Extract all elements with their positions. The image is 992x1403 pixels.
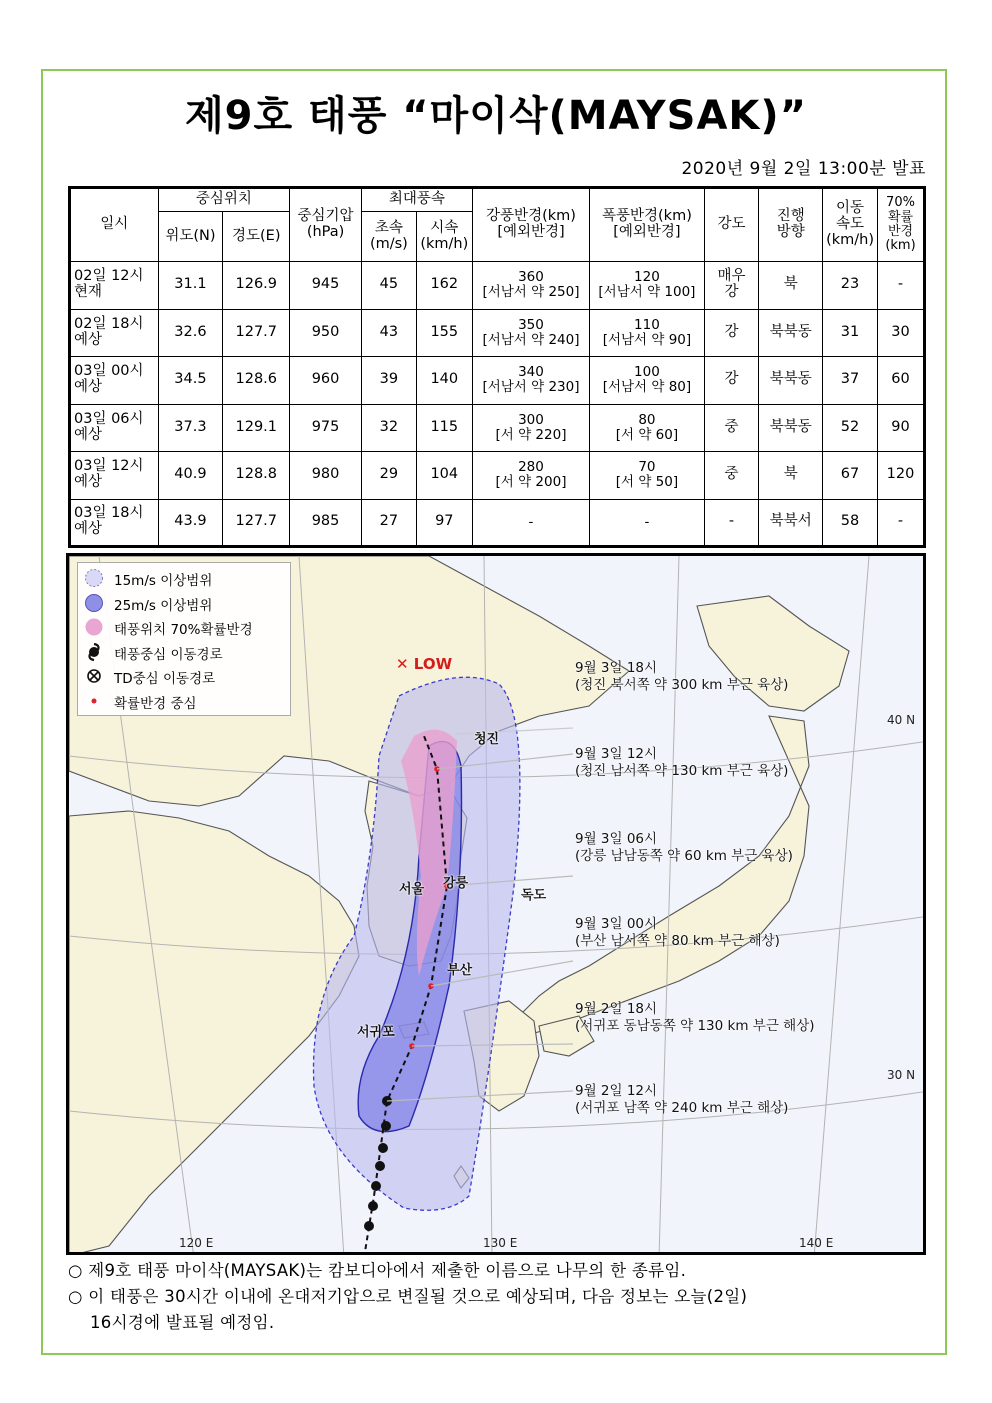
cell-time: 03일 00시 예상 [70, 357, 159, 405]
cell-strong: 300 [서 약 220] [472, 404, 589, 452]
past-position-marker [378, 1143, 388, 1153]
legend-label: 25m/s 이상범위 [114, 597, 213, 614]
cell-strong: 350 [서남서 약 240] [472, 309, 589, 357]
cell-kmh: 140 [416, 357, 472, 405]
track-annotation [575, 746, 788, 780]
cell-kmh: 155 [416, 309, 472, 357]
cell-prob: 120 [878, 452, 925, 500]
cell-intensity: 매우 강 [704, 262, 759, 310]
header-center: 중심위치 [158, 188, 290, 212]
cell-time: 02일 18시 예상 [70, 309, 159, 357]
issued-time: 2020년 9월 2일 13:00분 발표 [681, 159, 926, 179]
cell-speed: 67 [823, 452, 878, 500]
table-row [70, 452, 925, 500]
dark-circle-icon [84, 594, 108, 614]
cell-strong: - [472, 499, 589, 547]
cell-lat: 31.1 [158, 262, 223, 310]
header-intensity: 강도 [704, 188, 759, 262]
typhoon-symbol-icon [84, 643, 108, 663]
table-row [70, 499, 925, 547]
cell-dir: 북 [759, 262, 823, 310]
header-speed: 이동 속도 (km/h) [823, 188, 878, 262]
annotation-location: (서귀포 동남동쪽 약 130 km 부근 해상) [575, 1017, 815, 1034]
header-strong-radius: 강풍반경(km) [예외반경] [472, 188, 589, 262]
cell-prob: - [878, 262, 925, 310]
cell-dir: 북북동 [759, 309, 823, 357]
cell-lat: 34.5 [158, 357, 223, 405]
cell-prob: 90 [878, 404, 925, 452]
light-circle-icon [84, 569, 108, 589]
past-position-marker [364, 1221, 374, 1231]
lon-140-label: 140 E [799, 1236, 834, 1250]
cell-strong: 280 [서 약 200] [472, 452, 589, 500]
legend-item [84, 593, 212, 615]
lat-30-label: 30 N [887, 1068, 916, 1082]
cell-strong: 360 [서남서 약 250] [472, 262, 589, 310]
cell-lon: 127.7 [223, 309, 290, 357]
cell-lon: 127.7 [223, 499, 290, 547]
cell-dir: 북북동 [759, 357, 823, 405]
cell-lat: 37.3 [158, 404, 223, 452]
legend-label: TD중심 이동경로 [114, 671, 216, 687]
cell-intensity: 강 [704, 309, 759, 357]
cell-lon: 126.9 [223, 262, 290, 310]
track-annotation [575, 1083, 788, 1117]
note-2: ○ 이 태풍은 30시간 이내에 온대저기압으로 변질될 것으로 예상되며, 다음 정보는 오늘(2일) [68, 1287, 748, 1306]
past-position-marker [368, 1201, 378, 1211]
cell-lat: 40.9 [158, 452, 223, 500]
city-seogwipo: 서귀포 [357, 1025, 395, 1040]
legend-item [84, 617, 253, 639]
cell-lat: 32.6 [158, 309, 223, 357]
typhoon-track-map [66, 553, 926, 1255]
track-annotation [575, 1001, 815, 1035]
header-kmh: 시속 (km/h) [416, 212, 472, 262]
cell-dir: 북북동 [759, 404, 823, 452]
past-position-marker [381, 1121, 391, 1131]
note-3: 16시경에 발표될 예정임. [90, 1313, 275, 1332]
table-row [70, 262, 925, 310]
cell-kmh: 115 [416, 404, 472, 452]
annotation-location: (강릉 남남동쪽 약 60 km 부근 육상) [575, 847, 793, 864]
cell-lon: 128.8 [223, 452, 290, 500]
header-lat: 위도(N) [158, 212, 223, 262]
red-dot-icon [84, 692, 108, 712]
header-ms: 초속 (m/s) [361, 212, 416, 262]
cell-intensity: - [704, 499, 759, 547]
header-storm-radius: 폭풍반경(km) [예외반경] [590, 188, 704, 262]
legend-label: 태풍중심 이동경로 [114, 646, 223, 663]
track-annotation [575, 660, 788, 694]
cell-strong: 340 [서남서 약 230] [472, 357, 589, 405]
legend-item [84, 568, 212, 590]
header-time: 일시 [70, 188, 159, 262]
cell-storm: 120 [서남서 약 100] [590, 262, 704, 310]
cell-ms: 43 [361, 309, 416, 357]
annotation-location: (청진 북서쪽 약 300 km 부근 육상) [575, 676, 789, 693]
cell-storm: - [590, 499, 704, 547]
low-label: ✕ LOW [396, 655, 453, 673]
cell-storm: 110 [서남서 약 90] [590, 309, 704, 357]
annotation-time: 9월 2일 12시 [575, 1083, 658, 1099]
track-annotation [575, 831, 793, 865]
cell-time: 03일 06시 예상 [70, 404, 159, 452]
legend-item [84, 642, 223, 664]
cell-prob: - [878, 499, 925, 547]
td-symbol-icon [84, 667, 108, 687]
cell-speed: 23 [823, 262, 878, 310]
cell-speed: 58 [823, 499, 878, 547]
cell-ms: 32 [361, 404, 416, 452]
cell-ms: 39 [361, 357, 416, 405]
page-title: 제9호 태풍 “마이삭(MAYSAK)” [185, 93, 807, 139]
cell-dir: 북북서 [759, 499, 823, 547]
city-busan: 부산 [447, 963, 473, 978]
annotation-time: 9월 3일 06시 [575, 831, 658, 847]
table-row [70, 404, 925, 452]
header-direction: 진행 방향 [759, 188, 823, 262]
past-position-marker [371, 1181, 381, 1191]
cell-kmh: 97 [416, 499, 472, 547]
cell-pres: 985 [290, 499, 362, 547]
legend-label: 15m/s 이상범위 [114, 573, 213, 589]
annotation-time: 9월 3일 12시 [575, 746, 658, 762]
annotation-time: 9월 3일 18시 [575, 660, 658, 676]
annotation-location: (부산 남서쪽 약 80 km 부근 해상) [575, 932, 780, 949]
cell-dir: 북 [759, 452, 823, 500]
city-dokdo: 독도 [521, 888, 547, 903]
cell-storm: 100 [서남서 약 80] [590, 357, 704, 405]
cell-lon: 128.6 [223, 357, 290, 405]
cell-intensity: 강 [704, 357, 759, 405]
table-row [70, 309, 925, 357]
table-row [70, 357, 925, 405]
cell-time: 03일 18시 예상 [70, 499, 159, 547]
cell-lon: 129.1 [223, 404, 290, 452]
cell-pres: 960 [290, 357, 362, 405]
cell-ms: 29 [361, 452, 416, 500]
cell-ms: 27 [361, 499, 416, 547]
past-position-marker [375, 1161, 385, 1171]
header-pressure: 중심기압 (hPa) [290, 188, 362, 262]
cell-prob: 30 [878, 309, 925, 357]
legend-item [84, 666, 215, 688]
cell-prob: 60 [878, 357, 925, 405]
cell-intensity: 중 [704, 404, 759, 452]
city-chungjin: 청진 [474, 732, 500, 747]
legend-label: 확률반경 중심 [114, 695, 197, 712]
cell-speed: 37 [823, 357, 878, 405]
header-prob: 70% 확률 반경 (km) [878, 188, 925, 262]
cell-pres: 945 [290, 262, 362, 310]
cell-kmh: 162 [416, 262, 472, 310]
legend-label: 태풍위치 70%확률반경 [114, 622, 253, 638]
legend-item [84, 691, 197, 713]
cell-storm: 80 [서 약 60] [590, 404, 704, 452]
annotation-location: (청진 남서쪽 약 130 km 부근 육상) [575, 762, 789, 779]
cell-storm: 70 [서 약 50] [590, 452, 704, 500]
track-annotation [575, 916, 780, 950]
cell-speed: 52 [823, 404, 878, 452]
cell-ms: 45 [361, 262, 416, 310]
lon-130-label: 130 E [483, 1236, 518, 1250]
note-1: ○ 제9호 태풍 마이삭(MAYSAK)는 캄보디아에서 제출한 이름으로 나무의 한 종류임. [68, 1261, 687, 1280]
forecast-table [68, 186, 926, 548]
map-legend [77, 562, 291, 716]
header-maxwind: 최대풍속 [361, 188, 472, 212]
cell-lat: 43.9 [158, 499, 223, 547]
city-seoul: 서울 [399, 882, 425, 897]
cell-time: 03일 12시 예상 [70, 452, 159, 500]
city-gangneung: 강릉 [443, 876, 469, 891]
annotation-location: (서귀포 남쪽 약 240 km 부근 해상) [575, 1099, 789, 1116]
cell-kmh: 104 [416, 452, 472, 500]
cell-pres: 980 [290, 452, 362, 500]
cell-pres: 950 [290, 309, 362, 357]
cell-intensity: 중 [704, 452, 759, 500]
cell-time: 02일 12시 현재 [70, 262, 159, 310]
cell-speed: 31 [823, 309, 878, 357]
cell-pres: 975 [290, 404, 362, 452]
pink-circle-icon [84, 618, 108, 638]
lat-40-label: 40 N [887, 713, 916, 727]
annotation-time: 9월 3일 00시 [575, 916, 658, 932]
header-lon: 경도(E) [223, 212, 290, 262]
lon-120-label: 120 E [179, 1236, 214, 1250]
annotation-time: 9월 2일 18시 [575, 1001, 658, 1017]
